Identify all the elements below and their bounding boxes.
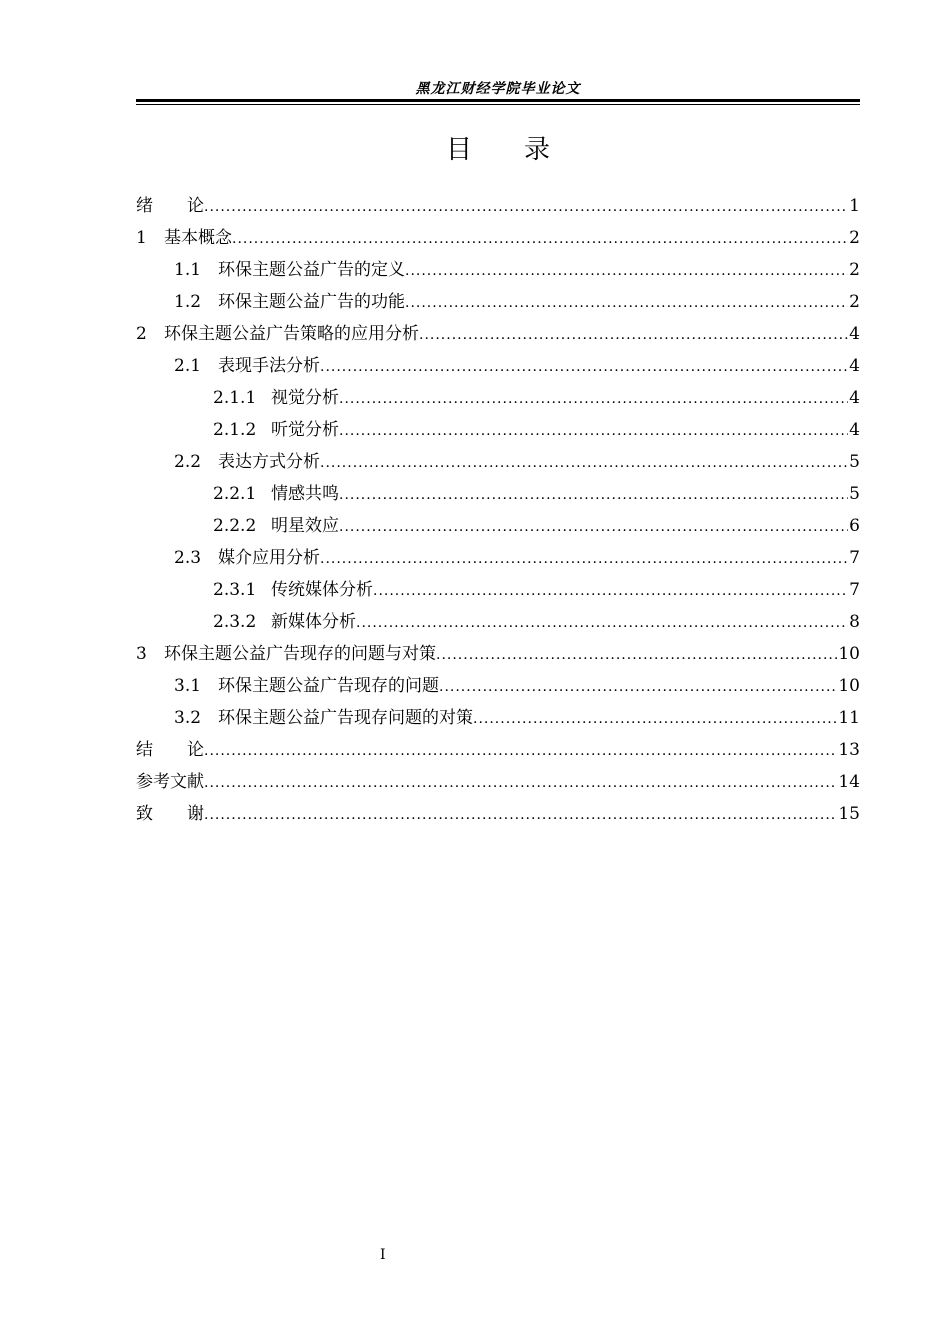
toc-entry-number: 1 — [136, 228, 147, 248]
toc-entry[interactable] — [136, 446, 860, 478]
dot-leader — [339, 415, 848, 447]
toc-entry-number: 2.1 — [174, 356, 202, 376]
toc-entry[interactable] — [136, 574, 860, 606]
toc-entry-number: 2.2 — [174, 452, 202, 472]
dot-leader — [320, 351, 848, 383]
toc-entry-page: 4 — [849, 420, 860, 440]
toc-entry[interactable] — [136, 510, 860, 542]
toc-entry-page: 1 — [849, 196, 860, 216]
toc-entry-title: 绪 论 — [136, 196, 204, 216]
dot-leader — [339, 383, 848, 415]
toc-entry[interactable] — [136, 382, 860, 414]
toc-entry-page: 15 — [838, 804, 860, 824]
toc-entry-title: 环保主题公益广告策略的应用分析 — [164, 324, 419, 344]
dot-leader — [439, 671, 837, 703]
toc-entry[interactable] — [136, 670, 860, 702]
dot-leader — [232, 223, 848, 255]
dot-leader — [473, 703, 837, 735]
toc-entry-title: 媒介应用分析 — [218, 548, 320, 568]
running-header: 黑龙江财经学院毕业论文 — [415, 81, 581, 97]
toc-entry-number: 3 — [136, 644, 147, 664]
dot-leader — [204, 799, 837, 831]
toc-entry-page: 8 — [849, 612, 860, 632]
toc-entry-number: 2.2.2 — [213, 516, 257, 536]
toc-entry[interactable] — [136, 478, 860, 510]
toc-entry[interactable] — [136, 222, 860, 254]
dot-leader — [320, 447, 848, 479]
page-number: I — [380, 1247, 386, 1263]
dot-leader — [204, 735, 837, 767]
toc-entry-page: 14 — [838, 772, 860, 792]
toc-entry[interactable] — [136, 798, 860, 830]
toc-entry[interactable] — [136, 286, 860, 318]
dot-leader — [356, 607, 848, 639]
toc-entry-number: 2.3.1 — [213, 580, 257, 600]
toc-entry-title: 视觉分析 — [271, 388, 339, 408]
toc-entry-title: 环保主题公益广告现存的问题与对策 — [164, 644, 436, 664]
toc-entry-number: 2.3 — [174, 548, 202, 568]
dot-leader — [204, 767, 837, 799]
dot-leader — [320, 543, 848, 575]
toc-entry-number: 2.3.2 — [213, 612, 257, 632]
toc-entry-title: 环保主题公益广告的定义 — [218, 260, 405, 280]
toc-entry-page: 5 — [849, 484, 860, 504]
toc-entry-page: 10 — [838, 644, 860, 664]
toc-entry-number: 3.2 — [174, 708, 202, 728]
toc-entry-number: 2.1.1 — [213, 388, 257, 408]
toc-entry-page: 4 — [849, 356, 860, 376]
header-rule-thin — [136, 104, 860, 105]
toc-entry-title: 情感共鸣 — [271, 484, 339, 504]
toc-entry-page: 4 — [849, 324, 860, 344]
toc-entry-title: 致 谢 — [136, 804, 204, 824]
dot-leader — [405, 255, 848, 287]
toc-entry-page: 7 — [849, 580, 860, 600]
toc-entry-title: 听觉分析 — [271, 420, 339, 440]
toc-entry-title: 环保主题公益广告现存的问题 — [218, 676, 439, 696]
toc-entry-title: 明星效应 — [271, 516, 339, 536]
toc-entry-title: 环保主题公益广告现存问题的对策 — [218, 708, 473, 728]
toc-entry-title: 基本概念 — [164, 228, 232, 248]
toc-entry[interactable] — [136, 606, 860, 638]
toc-entry-page: 4 — [849, 388, 860, 408]
toc-entry-title: 传统媒体分析 — [271, 580, 373, 600]
toc-entry-page: 2 — [849, 260, 860, 280]
toc-entry-page: 11 — [838, 708, 860, 728]
toc-entry[interactable] — [136, 766, 860, 798]
toc-entry[interactable] — [136, 318, 860, 350]
toc-entry[interactable] — [136, 542, 860, 574]
toc-entry-page: 13 — [838, 740, 860, 760]
toc-entry-number: 2 — [136, 324, 147, 344]
toc-entry-page: 7 — [849, 548, 860, 568]
toc-entry-title: 新媒体分析 — [271, 612, 356, 632]
dot-leader — [339, 479, 848, 511]
table-of-contents — [136, 190, 860, 830]
toc-entry-title: 结 论 — [136, 740, 204, 760]
dot-leader — [419, 319, 848, 351]
header-rule-thick — [136, 99, 860, 102]
dot-leader — [373, 575, 848, 607]
toc-title: 目 录 — [445, 135, 550, 165]
dot-leader — [204, 191, 848, 223]
toc-entry-number: 3.1 — [174, 676, 202, 696]
toc-entry[interactable] — [136, 254, 860, 286]
toc-entry-number: 2.2.1 — [213, 484, 257, 504]
toc-entry[interactable] — [136, 190, 860, 222]
toc-entry-title: 环保主题公益广告的功能 — [218, 292, 405, 312]
toc-entry-number: 1.1 — [174, 260, 202, 280]
dot-leader — [339, 511, 848, 543]
toc-entry-page: 2 — [849, 292, 860, 312]
toc-entry[interactable] — [136, 638, 860, 670]
toc-entry-page: 5 — [849, 452, 860, 472]
toc-entry-page: 10 — [838, 676, 860, 696]
dot-leader — [405, 287, 848, 319]
toc-entry[interactable] — [136, 734, 860, 766]
toc-entry-page: 6 — [849, 516, 860, 536]
toc-entry[interactable] — [136, 350, 860, 382]
toc-entry-title: 表现手法分析 — [218, 356, 320, 376]
toc-entry[interactable] — [136, 702, 860, 734]
toc-entry-title: 表达方式分析 — [218, 452, 320, 472]
toc-entry-page: 2 — [849, 228, 860, 248]
toc-entry-title: 参考文献 — [136, 772, 204, 792]
toc-entry[interactable] — [136, 414, 860, 446]
toc-entry-number: 1.2 — [174, 292, 202, 312]
dot-leader — [436, 639, 837, 671]
toc-entry-number: 2.1.2 — [213, 420, 257, 440]
